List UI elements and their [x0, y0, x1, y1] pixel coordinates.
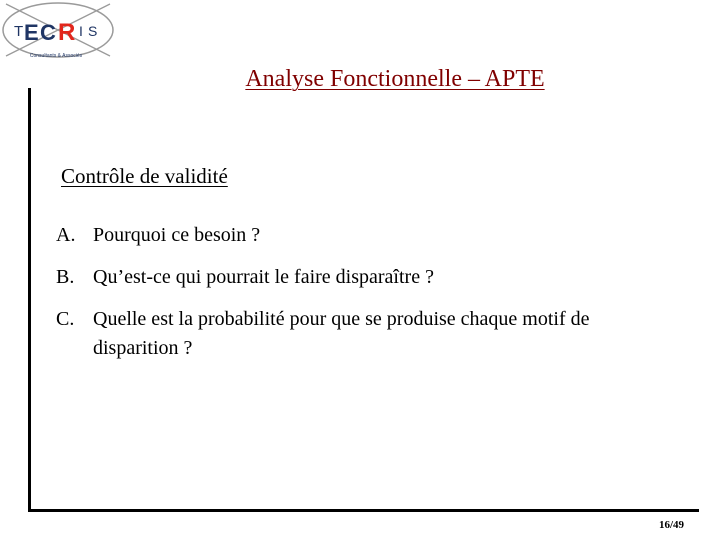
list-item-c: [56, 305, 676, 363]
logo-letter-t: T: [14, 23, 24, 40]
question-list: [56, 221, 676, 376]
list-item-a: [56, 221, 676, 250]
company-logo: [0, 0, 116, 62]
frame-bottom-border: [28, 509, 699, 512]
logo-letter-i: I: [79, 23, 83, 39]
list-item-text: Pourquoi ce besoin ?: [93, 224, 261, 246]
logo-letter-e: E: [24, 20, 39, 45]
list-item-text: Qu’est-ce qui pourrait le faire disparaître ?: [93, 266, 434, 288]
page-number: 16/49: [658, 519, 684, 531]
slide-title: Analyse Fonctionnelle – APTE: [245, 66, 545, 92]
logo-letter-r: R: [58, 19, 76, 46]
list-marker: A.: [56, 224, 76, 246]
list-marker: C.: [56, 308, 75, 330]
list-item-text: Quelle est la probabilité pour que se produise chaque motif de disparition ?: [93, 308, 590, 359]
list-item-b: [56, 263, 676, 292]
frame-left-border: [28, 88, 31, 512]
logo-tagline: Consultants & Associés: [29, 53, 83, 59]
logo-letter-s: S: [88, 23, 98, 39]
list-marker: B.: [56, 266, 75, 288]
slide-header: [150, 66, 640, 93]
logo-letter-c: C: [40, 20, 56, 45]
section-heading: Contrôle de validité: [61, 164, 228, 188]
